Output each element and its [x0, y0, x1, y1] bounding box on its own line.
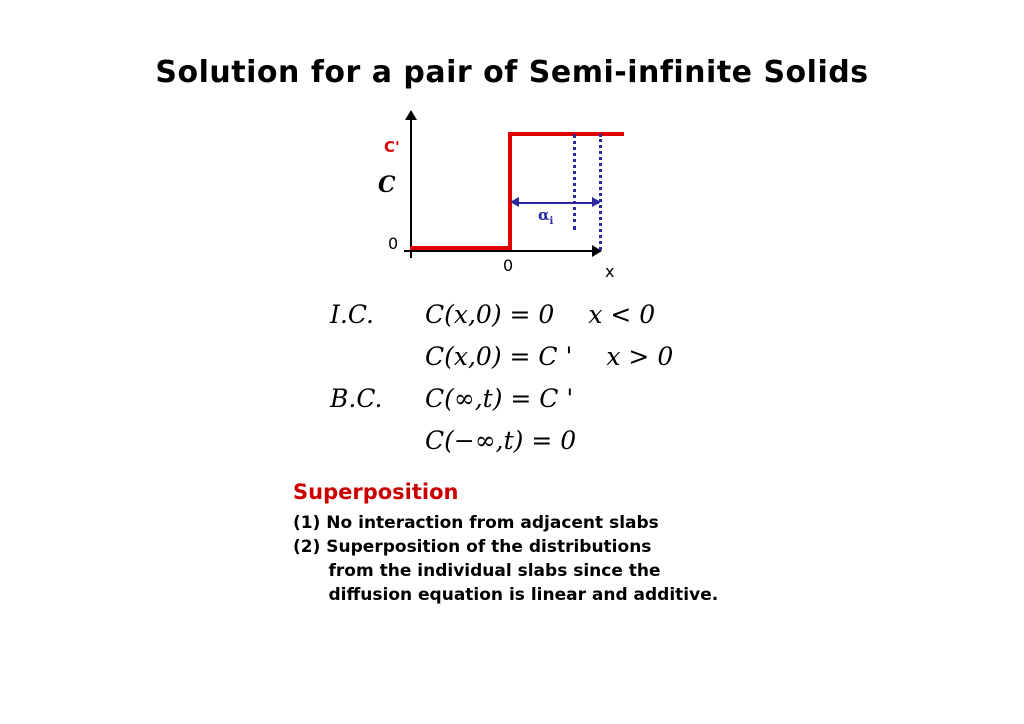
dashed-marker-left [573, 134, 576, 230]
equation-row [330, 384, 750, 426]
alpha-i-label [538, 206, 553, 227]
equation-block [330, 300, 750, 468]
superposition-heading: Superposition [293, 480, 459, 504]
superposition-item: (2) Superposition of the distributions [293, 537, 652, 557]
step-curve-left-segment [410, 246, 510, 250]
alpha-symbol: α [538, 206, 550, 224]
page-title: Solution for a pair of Semi-infinite Solids [155, 55, 869, 90]
equation-row [330, 342, 750, 384]
equation-row [330, 426, 750, 468]
superposition-item: (1) No interaction from adjacent slabs [293, 513, 659, 533]
equation-body: C(x,0) = 0 [425, 300, 555, 329]
equation-condition: x > 0 [606, 342, 674, 371]
vertical-axis-arrow-icon [405, 110, 417, 120]
equation-condition: x < 0 [588, 300, 656, 329]
double-arrow-shaft [517, 202, 599, 204]
step-curve-right-segment [508, 132, 624, 136]
double-arrow-left-head-icon [510, 197, 519, 207]
superposition-item: diffusion equation is linear and additive. [293, 585, 719, 605]
x-axis-label: x [605, 262, 615, 281]
dashed-marker-right [599, 134, 602, 250]
equation-label: I.C. [330, 300, 375, 329]
vertical-axis [410, 118, 412, 258]
superposition-block [293, 480, 853, 607]
equation-label: B.C. [330, 384, 383, 413]
double-arrow-right-head-icon [592, 197, 601, 207]
x-axis-zero-label: 0 [503, 256, 514, 275]
horizontal-axis [404, 250, 594, 252]
concentration-step-figure [380, 110, 660, 280]
alpha-subscript: i [549, 216, 554, 227]
equation-row [330, 300, 750, 342]
step-curve-riser [508, 132, 512, 250]
superposition-item: from the individual slabs since the [293, 561, 661, 581]
equation-body: C(−∞,t) = 0 [425, 426, 577, 455]
y-axis-top-label: C' [384, 138, 400, 156]
y-axis-zero-label: 0 [388, 234, 399, 253]
y-axis-symbol-label: C [378, 172, 396, 198]
equation-body: C(x,0) = C ' [425, 342, 573, 371]
equation-body: C(∞,t) = C ' [425, 384, 574, 413]
